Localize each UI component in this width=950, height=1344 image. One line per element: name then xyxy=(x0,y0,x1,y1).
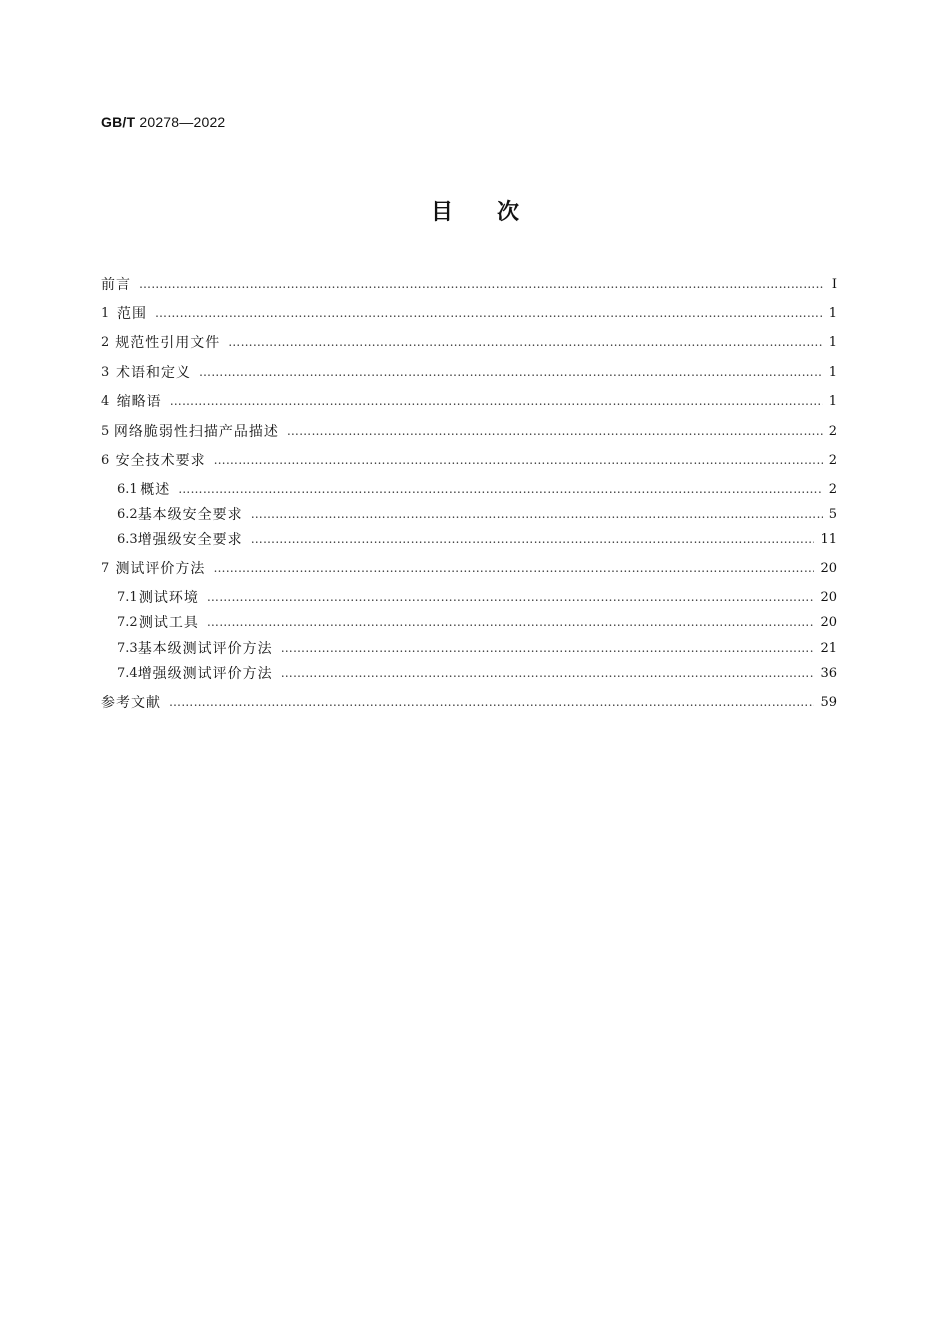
toc-leader-dots xyxy=(287,422,823,440)
toc-leader-dots xyxy=(251,505,823,523)
toc-entry-title: 测试工具 xyxy=(138,615,199,631)
toc-entry-number: 3 xyxy=(101,364,110,380)
toc-entry-title: 测试评价方法 xyxy=(115,561,206,577)
toc-entry-title: 概述 xyxy=(140,482,171,498)
toc-entry-7-2[interactable] xyxy=(117,609,837,635)
toc-entry-references[interactable] xyxy=(101,689,837,715)
toc-entry-page: 1 xyxy=(828,364,837,380)
page-title: 目 次 xyxy=(430,200,519,225)
toc-entry-title: 基本级安全要求 xyxy=(137,507,243,523)
toc-entry-title: 基本级测试评价方法 xyxy=(137,641,273,657)
toc-leader-dots xyxy=(228,333,822,351)
toc-leader-dots xyxy=(207,613,815,631)
toc-entry-title: 规范性引用文件 xyxy=(115,335,221,351)
toc-entry-page: 2 xyxy=(828,423,837,439)
toc-entry-7-3[interactable] xyxy=(117,635,837,661)
toc-entry-page: 59 xyxy=(820,694,837,710)
toc-entry-page: 11 xyxy=(820,531,837,547)
toc-entry-number: 5 xyxy=(101,423,110,439)
toc-entry-1[interactable] xyxy=(101,300,837,326)
toc-leader-dots xyxy=(213,559,814,577)
toc-entry-number: 7.2 xyxy=(117,614,138,630)
toc-entry-number: 7.1 xyxy=(117,589,138,605)
toc-entry-number: 6.3 xyxy=(117,531,138,547)
toc-entry-7-4[interactable] xyxy=(117,660,837,686)
toc-entry-6[interactable] xyxy=(101,447,837,473)
toc-entry-title: 测试环境 xyxy=(138,590,199,606)
toc-leader-dots xyxy=(178,480,823,498)
toc-entry-title: 安全技术要求 xyxy=(115,453,206,469)
toc-entry-page: 20 xyxy=(820,589,837,605)
toc-entry-7[interactable] xyxy=(101,555,837,581)
toc-entry-page: 1 xyxy=(828,393,837,409)
toc-entry-2[interactable] xyxy=(101,329,837,355)
toc-entry-title: 参考文献 xyxy=(101,695,161,711)
toc-entry-title: 范围 xyxy=(117,306,148,322)
toc-entry-page: 5 xyxy=(828,506,837,522)
toc-leader-dots xyxy=(214,451,823,469)
toc-entry-page: 2 xyxy=(828,452,837,468)
toc-entry-page: 21 xyxy=(820,640,837,656)
toc-entry-number: 7.4 xyxy=(117,665,138,681)
standard-number: 20278—2022 xyxy=(139,114,226,130)
toc-entry-preface[interactable] xyxy=(101,271,837,297)
toc-entry-page: 1 xyxy=(828,334,837,350)
toc-leader-dots xyxy=(170,392,823,410)
toc-leader-dots xyxy=(139,275,823,293)
toc-leader-dots xyxy=(251,530,815,548)
toc-entry-number: 1 xyxy=(101,305,110,321)
toc-entry-number: 7 xyxy=(101,560,110,576)
toc-entry-page: 2 xyxy=(828,481,837,497)
toc-entry-number: 7.3 xyxy=(117,640,138,656)
toc-entry-page: 20 xyxy=(820,560,837,576)
toc-entry-title: 增强级测试评价方法 xyxy=(137,666,273,682)
toc-leader-dots xyxy=(281,664,815,682)
toc-entry-number: 6 xyxy=(101,452,110,468)
toc-entry-6-2[interactable] xyxy=(117,501,837,527)
toc-entry-6-3[interactable] xyxy=(117,526,837,552)
toc-entry-page: 1 xyxy=(828,305,837,321)
toc-entry-7-1[interactable] xyxy=(117,584,837,610)
toc-leader-dots xyxy=(155,304,823,322)
toc-leader-dots xyxy=(281,639,815,657)
toc-entry-title: 网络脆弱性扫描产品描述 xyxy=(113,424,279,440)
toc-entry-3[interactable] xyxy=(101,359,837,385)
toc-entry-page: 20 xyxy=(820,614,837,630)
toc-entry-number: 4 xyxy=(101,393,110,409)
toc-entry-number: 6.1 xyxy=(117,481,138,497)
standard-code xyxy=(101,114,225,130)
toc-entry-5[interactable] xyxy=(101,418,837,444)
toc-leader-dots xyxy=(199,363,823,381)
toc-leader-dots xyxy=(207,588,815,606)
toc-entry-title: 缩略语 xyxy=(116,394,162,410)
toc-entry-number: 2 xyxy=(101,334,110,350)
standard-prefix: GB/T xyxy=(101,114,136,130)
toc-entry-title: 增强级安全要求 xyxy=(137,532,243,548)
toc-entry-page: Ⅰ xyxy=(831,276,837,292)
toc-entry-6-1[interactable] xyxy=(117,476,837,502)
toc-entry-title: 术语和定义 xyxy=(115,365,191,381)
toc-leader-dots xyxy=(169,693,814,711)
toc-entry-4[interactable] xyxy=(101,388,837,414)
toc-entry-page: 36 xyxy=(820,665,837,681)
toc-entry-number: 6.2 xyxy=(117,506,138,522)
toc-entry-title: 前言 xyxy=(101,277,131,293)
